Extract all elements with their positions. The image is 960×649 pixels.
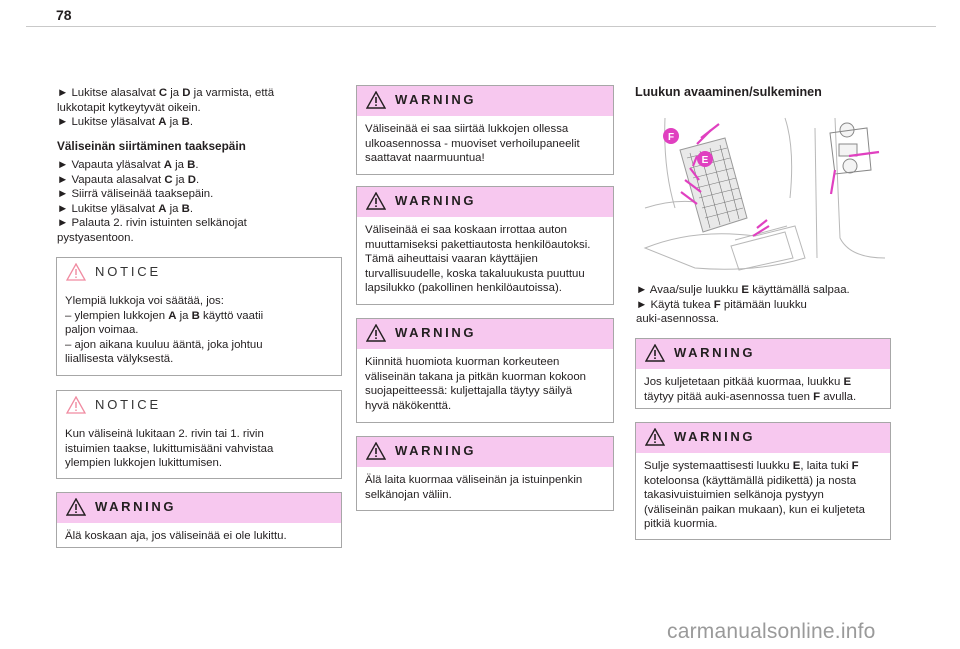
text-line: paljon voimaa.	[65, 324, 139, 337]
text-line: Älä laita kuormaa väliseinän ja istuinpenkin	[365, 474, 583, 486]
text-line: saattavat naarmuuntua!	[365, 152, 485, 165]
warning-triangle-icon	[366, 192, 386, 210]
text-line: ► Siirrä väliseinää taaksepäin.	[57, 188, 214, 201]
warning-triangle-icon	[366, 442, 386, 460]
bold-label: A	[158, 116, 167, 129]
warning-title: WARNING	[395, 92, 477, 107]
text-line: ulkoasennossa - muoviset verhoilupaneelit	[365, 137, 580, 150]
col1-steps	[57, 158, 337, 246]
warning-triangle-icon	[645, 344, 665, 362]
caution-triangle-icon	[66, 263, 86, 281]
text-line: ► Käytä tukea F pitämään luukku	[636, 298, 807, 311]
text-line: lukkotapit kytkeytyvät oikein.	[57, 101, 201, 114]
text-line: ► Avaa/sulje luukku E käyttämällä salpaa.	[636, 284, 850, 296]
text-line: väliseinän takana ja pitkän kuorman kokoon	[365, 370, 586, 383]
text-line: suojapeitteessä: kuljettajalla täytyy säilyä	[365, 385, 573, 398]
notice-body	[57, 288, 341, 373]
notice-box-2	[56, 390, 342, 479]
text-line: ylempien lukkojen lukittumisen.	[65, 457, 223, 470]
warning-box-col2-3	[356, 318, 614, 423]
text-line: ► Palauta 2. rivin istuinten selkänojat	[57, 217, 247, 230]
text-line: Tämä aiheuttaisi vaaran käyttäjien	[365, 253, 538, 266]
text-line: – ylempien lukkojen A ja B käyttö vaatii	[65, 309, 264, 322]
warning-header	[636, 339, 890, 369]
text-line: pystyasentoon.	[57, 231, 134, 244]
warning-box-col3-1	[635, 338, 891, 409]
col1-heading: Väliseinän siirtäminen taaksepäin	[57, 139, 246, 153]
col3-heading: Luukun avaaminen/sulkeminen	[635, 85, 822, 99]
text-line: hyvä näkökenttä.	[365, 399, 452, 412]
warning-body	[357, 116, 613, 172]
hatch-illustration	[635, 108, 891, 278]
warning-triangle-icon	[645, 428, 665, 446]
bold-label: A	[163, 159, 172, 171]
bold-label: F	[851, 460, 859, 472]
warning-title: WARNING	[395, 325, 477, 340]
bold-label: A	[158, 202, 167, 215]
warning-box-col1	[56, 492, 342, 548]
watermark: carmanualsonline.info	[667, 620, 876, 643]
warning-body	[636, 453, 890, 538]
text-line: Sulje systemaattisesti luukku E, laita tuki F	[644, 460, 859, 472]
warning-header	[57, 493, 341, 523]
warning-header	[357, 86, 613, 116]
text-line: auki-asennossa.	[636, 313, 719, 326]
warning-triangle-icon	[366, 91, 386, 109]
text-line: istuimien taakse, lukittumisääni vahvistaa	[65, 442, 274, 455]
bold-label: C	[158, 87, 168, 99]
bold-label: B	[181, 202, 190, 215]
warning-box-col2-1	[356, 85, 614, 175]
text-line: ► Lukitse alasalvat C ja D ja varmista, että	[57, 87, 275, 99]
bold-label: E	[843, 376, 852, 388]
text-line: Ylempiä lukkoja voi säätää, jos:	[65, 295, 224, 307]
text-line: selkänojan väliin.	[365, 488, 452, 501]
text-line: ► Vapauta yläsalvat A ja B.	[57, 159, 199, 171]
text-line: (väliseinän paikan mukaan), kun ei kuljeteta	[644, 503, 865, 516]
warning-header	[357, 437, 613, 467]
bold-label: D	[187, 173, 196, 186]
page-number: 78	[56, 7, 72, 23]
warning-title: WARNING	[674, 429, 756, 444]
text-line: takasivuistuimien selkänoja pystyyn	[644, 489, 824, 502]
warning-title: WARNING	[95, 499, 177, 514]
text-line: Väliseinää ei saa koskaan irrottaa auton	[365, 224, 567, 236]
warning-box-col2-2	[356, 186, 614, 305]
warning-body	[57, 523, 341, 550]
caution-triangle-icon	[66, 396, 86, 414]
text-line: muuttamiseksi pakettiautosta henkilöautoksi.	[365, 238, 591, 251]
text-line: ► Vapauta alasalvat C ja D.	[57, 173, 200, 186]
bold-label: F	[813, 390, 821, 403]
bold-label: D	[182, 87, 191, 99]
warning-body	[636, 369, 890, 410]
text-line: ► Lukitse yläsalvat A ja B.	[57, 202, 194, 215]
warning-header	[357, 187, 613, 217]
bold-label: C	[164, 173, 173, 186]
text-line: koteloonsa (käyttämällä pidikettä) ja nosta	[644, 474, 857, 487]
warning-box-col3-2	[635, 422, 891, 540]
warning-body	[357, 349, 613, 419]
notice-title: NOTICE	[95, 397, 161, 412]
bold-label: E	[792, 460, 801, 472]
warning-triangle-icon	[66, 498, 86, 516]
bold-label: B	[187, 159, 196, 171]
warning-triangle-icon	[366, 324, 386, 342]
col3-steps	[636, 283, 892, 327]
warning-title: WARNING	[674, 345, 756, 360]
notice-body	[57, 421, 341, 477]
warning-title: WARNING	[395, 443, 477, 458]
text-line: Kiinnitä huomiota kuorman korkeuteen	[365, 356, 560, 368]
notice-title: NOTICE	[95, 264, 161, 279]
text-line: Väliseinää ei saa siirtää lukkojen ollessa	[365, 123, 569, 135]
bold-label: B	[181, 116, 190, 129]
text-line: pitkiä kuormia.	[644, 518, 718, 531]
bold-label: E	[741, 284, 750, 296]
notice-box-1	[56, 257, 342, 376]
notice-header	[57, 391, 341, 421]
bold-label: A	[168, 309, 177, 322]
text-line: ► Lukitse yläsalvat A ja B.	[57, 116, 194, 129]
col1-intro	[57, 86, 337, 130]
text-line: Älä koskaan aja, jos väliseinää ei ole lukittu.	[65, 530, 287, 542]
label-f: F	[667, 132, 675, 143]
text-line: – ajon aikana kuuluu ääntä, joka johtuu	[65, 338, 263, 351]
header-divider	[26, 26, 936, 27]
text-line: Jos kuljetetaan pitkää kuormaa, luukku E	[644, 376, 852, 388]
text-line: liiallisesta välyksestä.	[65, 353, 174, 366]
warning-body	[357, 467, 613, 508]
warning-body	[357, 217, 613, 302]
warning-header	[357, 319, 613, 349]
warning-box-col2-4	[356, 436, 614, 511]
text-line: lapsilukko (pakollinen henkilöautoissa).	[365, 282, 562, 295]
label-e: E	[701, 155, 709, 166]
text-line: Kun väliseinä lukitaan 2. rivin tai 1. rivin	[65, 428, 264, 440]
warning-title: WARNING	[395, 193, 477, 208]
notice-header	[57, 258, 341, 288]
text-line: turvallisuudelle, koska takaluukusta puuttuu	[365, 267, 585, 280]
bold-label: F	[713, 298, 721, 311]
warning-header	[636, 423, 890, 453]
bold-label: B	[191, 309, 200, 322]
text-line: täytyy pitää auki-asennossa tuen F avulla.	[644, 390, 857, 403]
